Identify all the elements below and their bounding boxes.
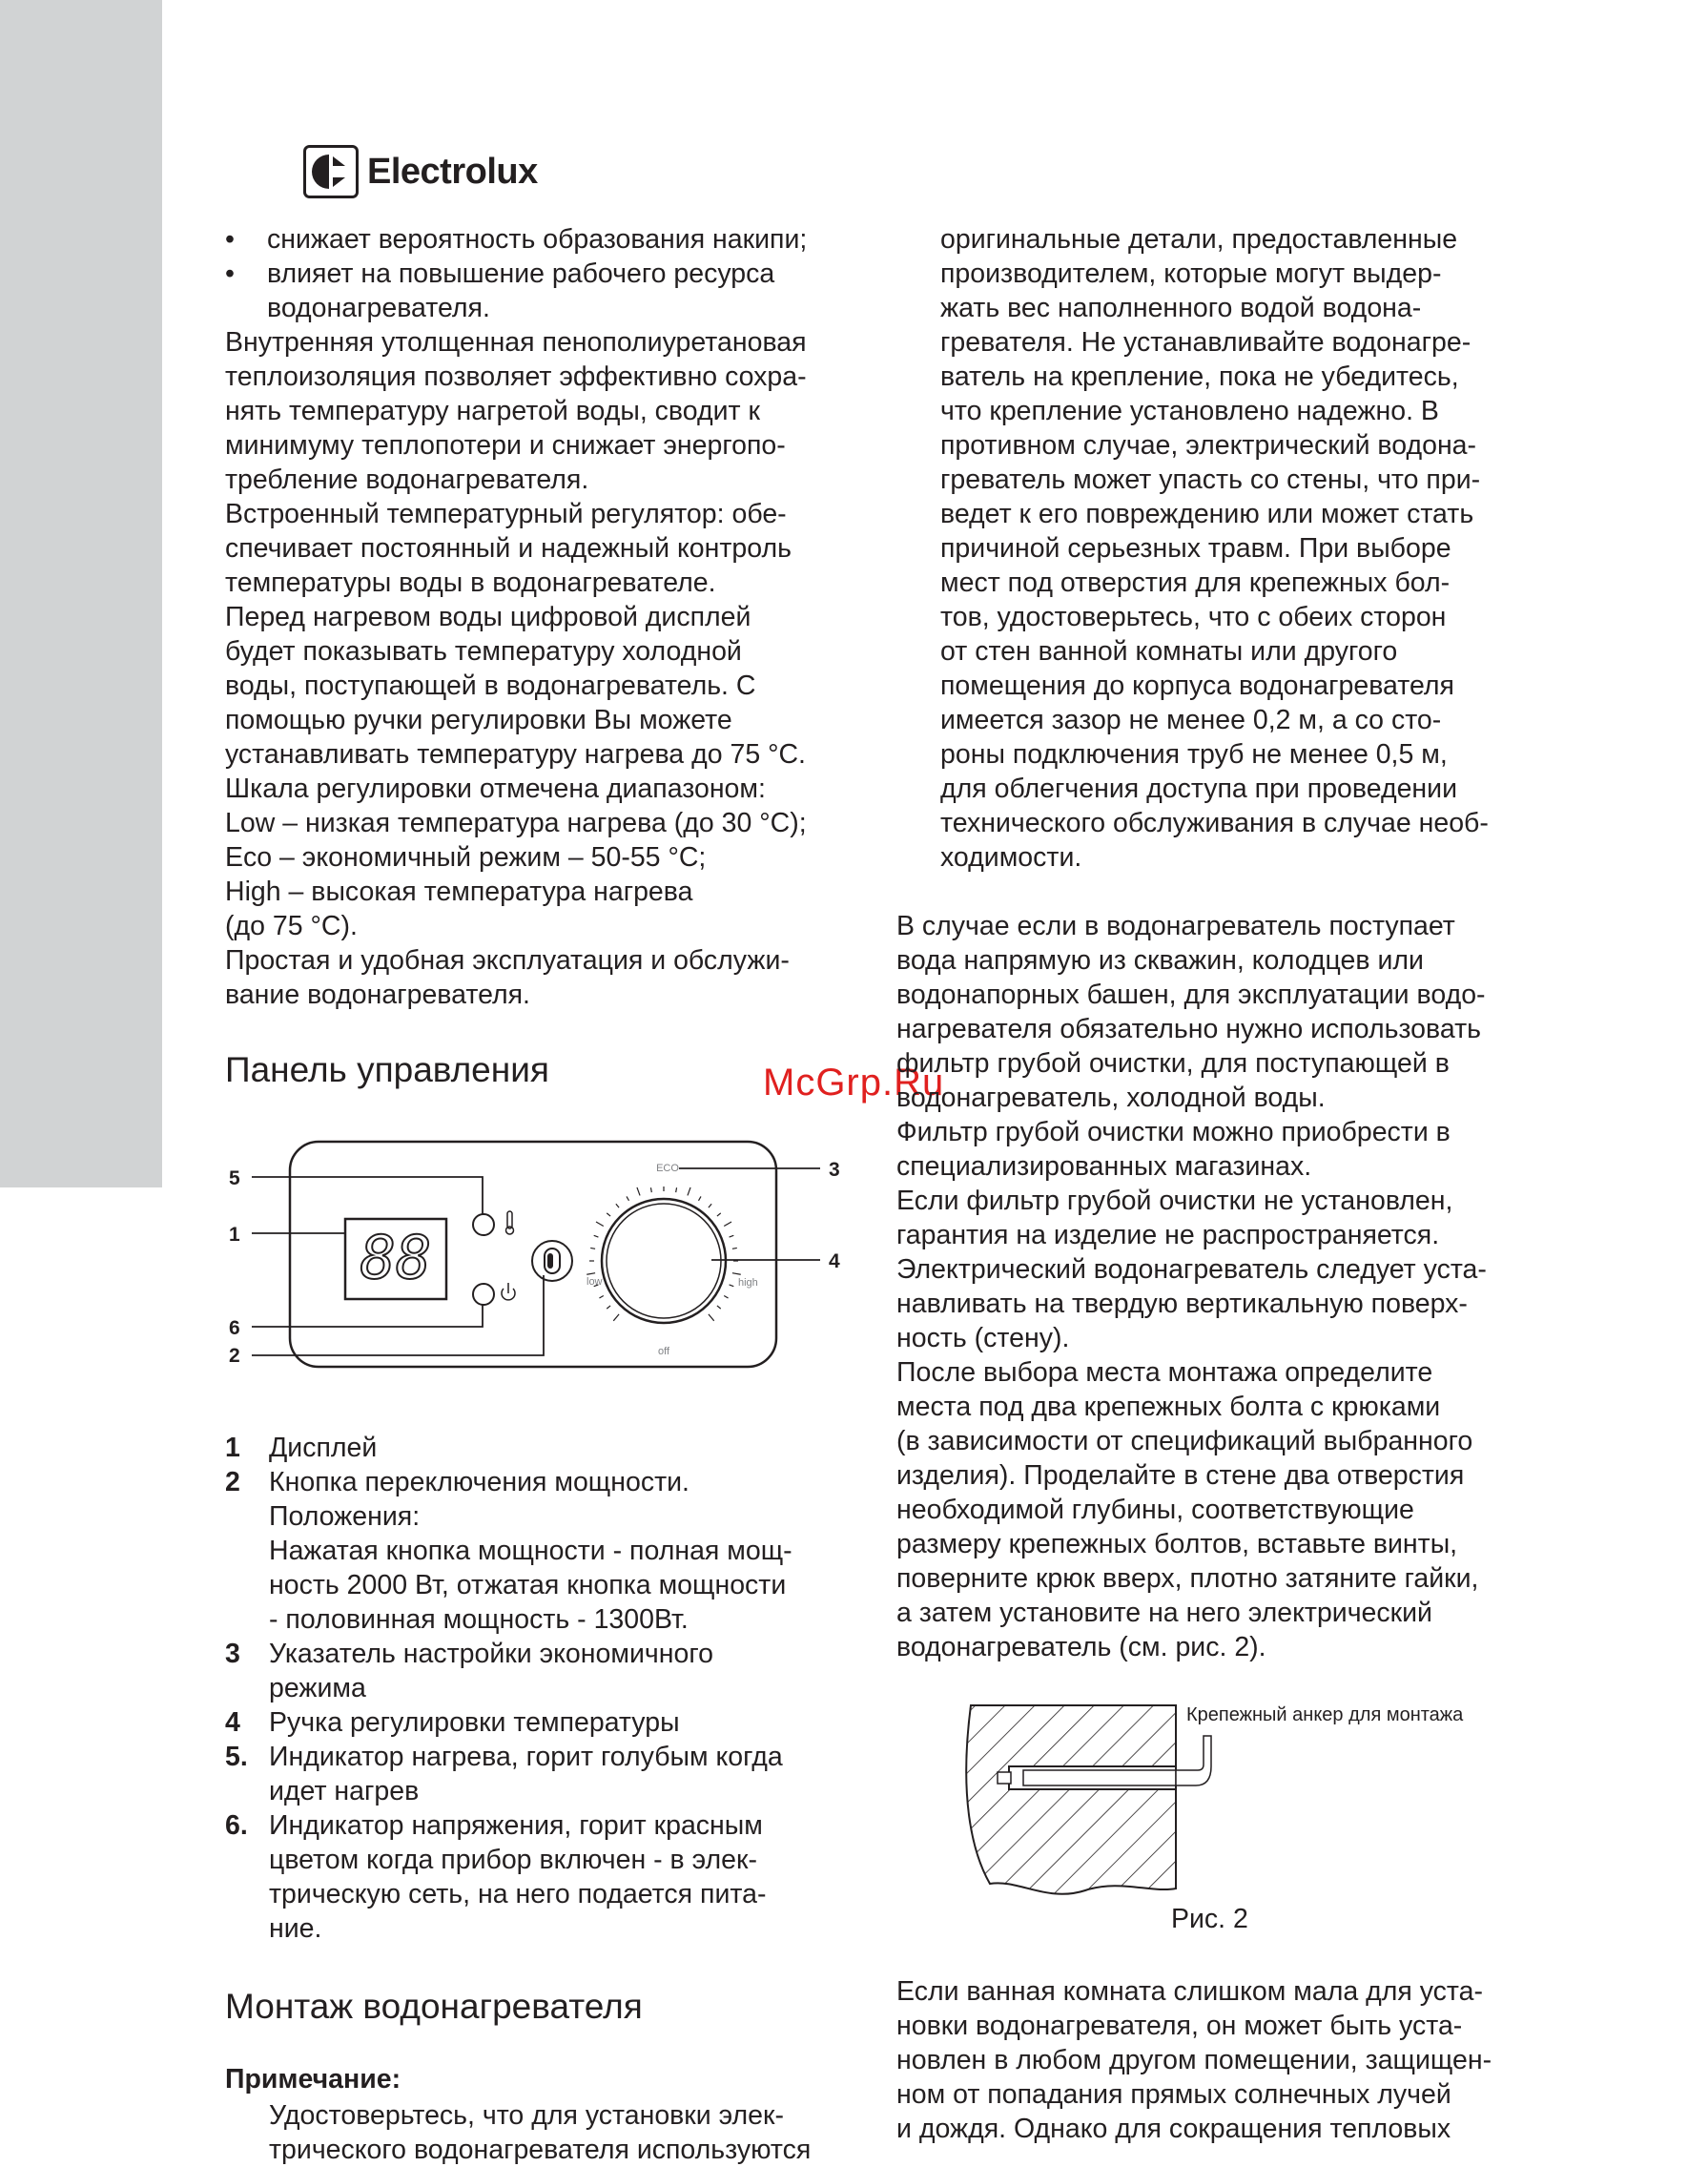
section-heading-control-panel: Панель управления [225,1050,549,1089]
text-line: ходимости. [940,842,1082,873]
text-line: жать вес наполненного водой водона- [940,293,1422,323]
text-line: тов, удостоверьтесь, что с обеих сторон [940,602,1447,632]
text-line: что крепление установлено надежно. В [940,396,1439,426]
brand-logo [303,145,538,198]
text-line: оригинальные детали, предоставленные [940,224,1458,255]
text-line: ведет к его повреждению или может стать [940,499,1474,529]
legend-item-2: 2 Кнопка переключения мощности. Положения: Нажатая кнопка мощности - полная мощ- ность 2000 Вт, отжатая кнопка мощности - половинная мощность - 1300Вт. [225,1467,792,1635]
callout-2: 2 [229,1345,240,1367]
section-heading-mounting: Монтаж водонагревателя [225,1987,643,2026]
text-line: гревателя. Не устанавливайте водонагре- [940,327,1471,358]
bullet-item: • влияет на повышение рабочего ресурса [225,258,775,289]
text-line: нагревателя обязательно нужно использовать [896,1014,1481,1044]
text-line: изделия). Проделайте в стене два отверстия [896,1460,1465,1491]
heating-indicator [473,1214,494,1235]
text-line: навливать на твердую вертикальную поверх- [896,1289,1468,1319]
panel-legend-list [225,1431,854,1946]
text-line: роны подключения труб не менее 0,5 м, [940,739,1448,770]
text-line: для облегчения доступа при проведении [940,774,1458,804]
text-line: водонапорных башен, для эксплуатации водо- [896,980,1486,1010]
text-line: водонагреватель (см. рис. 2). [896,1632,1266,1662]
callout-6: 6 [229,1317,240,1339]
callout-3: 3 [829,1159,840,1181]
text-line: вода напрямую из скважин, колодцев или [896,945,1424,976]
text-line: Фильтр грубой очистки можно приобрести в [896,1117,1451,1147]
text-line: от стен ванной комнаты или другого [940,636,1398,667]
text-line: греватель может упасть со стены, что при- [940,464,1481,495]
text-line: вание водонагревателя. [225,980,530,1010]
text-line: Внутренняя утолщенная пенополиуретановая [225,327,807,358]
text-line: размеру крепежных болтов, вставьте винты, [896,1529,1458,1559]
text-line: причиной серьезных травм. При выборе [940,533,1451,564]
text-line: специализированных магазинах. [896,1151,1312,1182]
figure-caption: Рис. 2 [1171,1904,1248,1934]
anchor-hook [1176,1736,1211,1785]
text-line: гарантия на изделие не распространяется. [896,1220,1440,1250]
legend-item-1: 1 Дисплей [225,1433,378,1463]
brand-name: Electrolux [367,151,538,192]
text-line: противном случае, электрический водона- [940,430,1477,461]
knob-label-low: low [586,1276,603,1288]
text-line: устанавливать температуру нагрева до 75 °C. [225,739,806,770]
text-line: После выбора места монтажа определите [896,1357,1433,1388]
text-line: Встроенный температурный регулятор: обе- [225,499,787,529]
text-line: водонагреватель, холодной воды. [896,1083,1326,1113]
text-line: фильтр грубой очистки, для поступающей в [896,1048,1450,1079]
text-line: Если ванная комната слишком мала для уста- [896,1976,1483,2007]
callout-1: 1 [229,1224,240,1246]
text-line: (до 75 °C). [225,911,358,941]
text-line: Перед нагревом воды цифровой дисплей [225,602,751,632]
text-line: помощью ручки регулировки Вы можете [225,705,732,735]
text-line: места под два крепежных болта с крюками [896,1392,1441,1422]
text-line: теплоизоляция позволяет эффективно сохра- [225,361,807,392]
legend-item-4: 4 Ручка регулировки температуры [225,1707,680,1738]
electrolux-logo-icon [303,145,359,198]
text-line: технического обслуживания в случае необ- [940,808,1489,838]
note-title: Примечание: [225,2064,401,2095]
text-line: Eco – экономичный режим – 50-55 °C; [225,842,707,873]
power-indicator [473,1284,494,1305]
text-line: помещения до корпуса водонагревателя [940,671,1454,701]
figure-label: Крепежный анкер для монтажа [1186,1704,1464,1725]
text-line: необходимой глубины, соответствующие [896,1495,1414,1525]
text-line: мест под отверстия для крепежных бол- [940,568,1451,598]
text-line: производителем, которые могут выдер- [940,258,1442,289]
text-line: воды, поступающей в водонагреватель. С [225,671,756,701]
text-line: ватель на крепление, пока не убедитесь, [940,361,1459,392]
text-line: ность (стену). [896,1323,1070,1353]
knob-tick [732,1248,737,1249]
watermark: McGrp.Ru [763,1062,945,1104]
knob-tick [590,1248,595,1249]
text-line: и дождя. Однако для сокращения тепловых [896,2114,1451,2144]
legend-item-3: 3 Указатель настройки экономичного режима [225,1639,713,1703]
text-line: (в зависимости от спецификаций выбранного [896,1426,1473,1456]
text-line: новки водонагревателя, он может быть уста- [896,2011,1463,2041]
text-line: требление водонагревателя. [225,464,589,495]
knob-label-high: high [738,1277,758,1289]
text-line: ном от попадания прямых солнечных лучей [896,2079,1451,2110]
anchor-bolt [1023,1770,1176,1785]
knob-label-off: off [657,1346,670,1357]
text-line: минимуму теплопотери и снижает энергопо- [225,430,786,461]
text-line: Электрический водонагреватель следует уста- [896,1254,1487,1285]
display-digits: 88 [360,1223,432,1292]
legend-item-5: 5. Индикатор нагрева, горит голубым когда идет нагрев [225,1742,783,1806]
wall-section [966,1705,1176,1894]
text-line: а затем установите на него электрический [896,1598,1432,1628]
text-line: Если фильтр грубой очистки не установлен, [896,1186,1453,1216]
text-line: будет показывать температуру холодной [225,636,742,667]
callout-4: 4 [829,1250,840,1272]
bullet-continuation: водонагревателя. [267,293,490,323]
text-line: В случае если в водонагреватель поступает [896,911,1455,941]
text-line: Low – низкая температура нагрева (до 30 °C); [225,808,807,838]
left-column [225,222,850,1012]
note-text: Удостоверьтесь, что для установки элек- трического водонагревателя используются [269,2100,812,2165]
text-line: спечивает постоянный и надежный контроль [225,533,792,564]
text-line: High – высокая температура нагрева [225,877,693,907]
temperature-knob [602,1199,726,1323]
text-line: поверните крюк вверх, плотно затяните гайки, [896,1563,1479,1594]
text-line: Шкала регулировки отмечена диапазоном: [225,774,766,804]
callout-5: 5 [229,1167,240,1189]
text-line: новлен в любом другом помещении, защищен- [896,2045,1492,2075]
knob-tick [650,1187,651,1192]
page-side-tab [0,0,162,1187]
text-line: Простая и удобная эксплуатация и обслужи- [225,945,790,976]
knob-label-eco: ECO [656,1163,679,1174]
right-column-para-1 [940,222,1570,875]
legend-item-6: 6. Индикатор напряжения, горит красным цветом когда прибор включен - в элек- трическую сеть, на него подается пита- ние. [225,1810,767,1944]
knob-tick [676,1187,677,1192]
text-line: температуры воды в водонагревателе. [225,568,716,598]
bullet-item: • снижает вероятность образования накипи; [225,224,808,255]
text-line: нять температуру нагретой воды, сводит к [225,396,760,426]
right-column-para-2 [896,909,1545,1664]
right-column-para-3 [896,1974,1545,2146]
text-line: имеется зазор не менее 0,2 м, а со сто- [940,705,1442,735]
control-panel-diagram [223,1135,853,1393]
